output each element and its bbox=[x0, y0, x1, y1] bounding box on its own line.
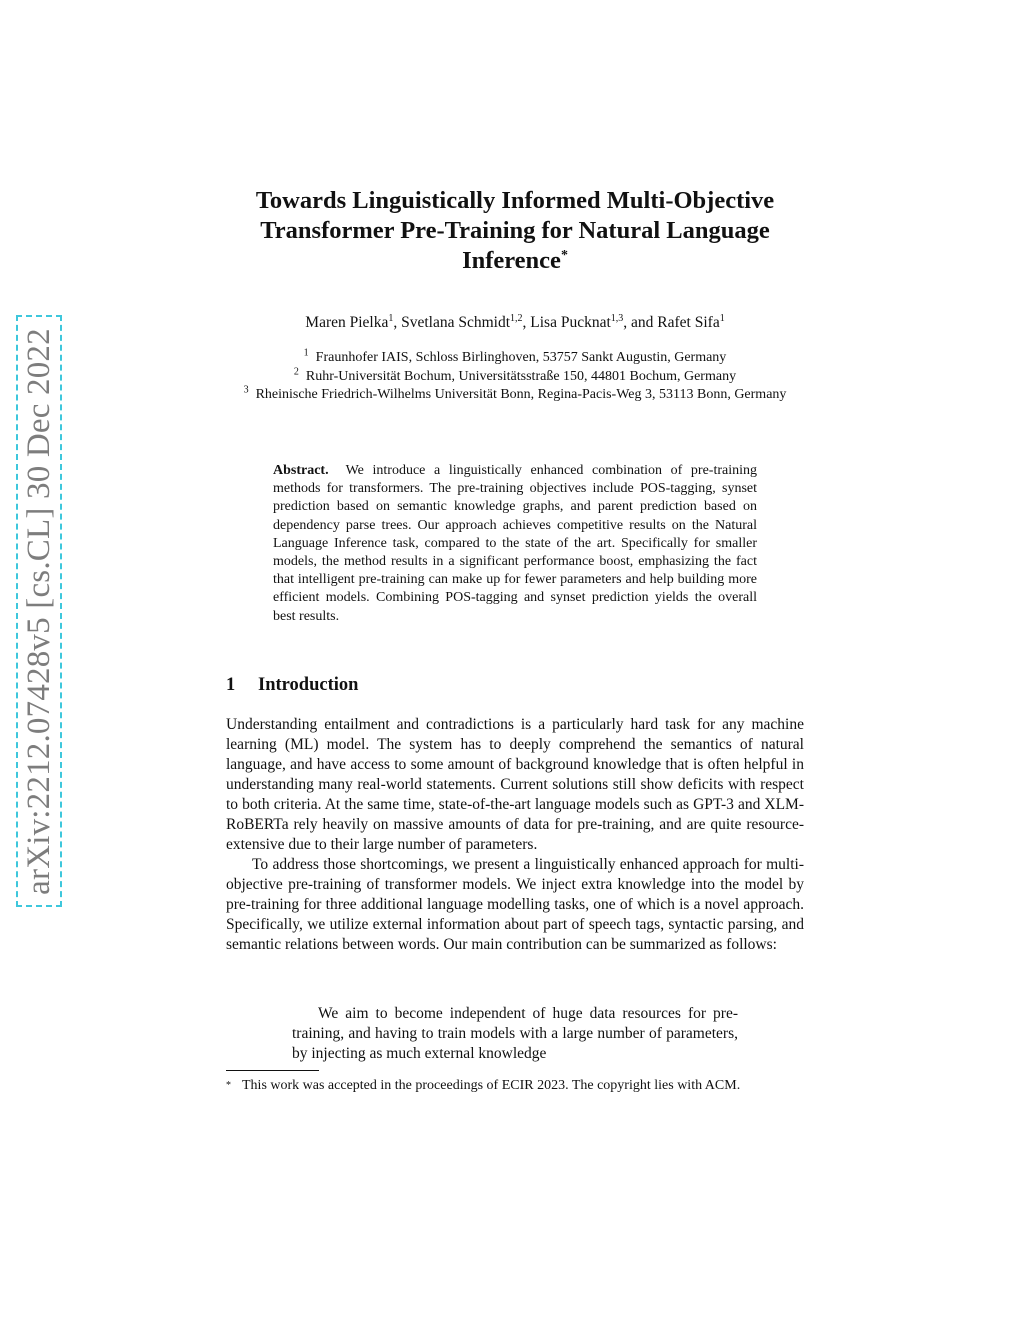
affiliation-item bbox=[222, 386, 808, 405]
footnote-divider bbox=[226, 1070, 319, 1071]
author-name: Rafet Sifa bbox=[657, 314, 720, 331]
paper-title bbox=[222, 186, 808, 276]
section-number: 1 bbox=[226, 675, 236, 695]
footnote-text: This work was accepted in the proceedings of ECIR 2023. The copyright lies with ACM. bbox=[242, 1078, 741, 1093]
author-separator: , bbox=[522, 314, 531, 331]
title-footnote-mark: * bbox=[560, 247, 568, 263]
affiliation-item bbox=[222, 365, 808, 387]
arxiv-identifier-stamp[interactable] bbox=[16, 315, 62, 907]
footnote bbox=[226, 1077, 804, 1095]
author-name: Lisa Pucknat bbox=[530, 314, 611, 331]
affiliation-item bbox=[222, 349, 808, 368]
author-list bbox=[222, 313, 808, 333]
abstract-label: Abstract. bbox=[273, 463, 329, 478]
author-affiliation-mark: 1 bbox=[719, 312, 725, 324]
section-heading bbox=[226, 675, 358, 696]
affiliation-text: Fraunhofer IAIS, Schloss Birlinghoven, 53757 Sankt Augustin, Germany bbox=[315, 350, 727, 365]
paragraph: To address those shortcomings, we present a linguistically enhanced approach for multi-objective pre-training of transformer models. We inject extra knowledge into the model by pre-training for three additional language modelling tasks, one of which is a novel approach. Specifically, we utilize external information about part of speech tags, syntactic parsing, and semantic relations between words. Our main contribution can be summarized as follows: bbox=[226, 856, 804, 953]
author-name: Maren Pielka bbox=[305, 314, 389, 331]
affiliation-text: Rheinische Friedrich-Wilhelms Universität Bonn, Regina-Pacis-Weg 3, 53113 Bonn, Germany bbox=[255, 387, 787, 402]
author-separator: , bbox=[393, 314, 402, 331]
author-affiliation-mark: 1,3 bbox=[610, 312, 624, 324]
author-separator: , and bbox=[623, 314, 658, 331]
abstract-text: We introduce a linguistically enhanced combination of pre-training methods for transformers. The pre-training objectives include POS-tagging, synset prediction based on semantic knowledge graphs, and parent prediction based on dependency parse trees. Our approach achieves competitive results on the Natural Language Inference task, compared to the state of the art. Specifically for smaller models, the method results in a significant performance boost, emphasizing the fact that intelligent pre-training can make up for fewer parameters and help building more efficient models. Combining POS-tagging and synset prediction yields the overall best results. bbox=[273, 463, 757, 624]
body-text bbox=[226, 715, 804, 955]
affiliation-list bbox=[222, 349, 808, 405]
abstract bbox=[273, 462, 757, 626]
section-title: Introduction bbox=[258, 675, 359, 695]
author-affiliation-mark: 1 bbox=[388, 312, 394, 324]
footnote-mark: * bbox=[226, 1080, 231, 1091]
affiliation-number: 2 bbox=[293, 365, 299, 377]
author-affiliation-mark: 1,2 bbox=[510, 312, 523, 324]
arxiv-id-text: arXiv:2212.07428v5 [cs.CL] 30 Dec 2022 bbox=[20, 327, 57, 895]
paragraph: Understanding entailment and contradictions is a particularly hard task for any machine learning (ML) model. The system has to deeply comprehend the semantics of natural language, and have access to some amount of background knowledge that is often helpful in understanding many real-world statements. Current solutions still show deficits with respect to both criteria. At the same time, state-of-the-art language models such as GPT-3 and XLM-RoBERTa rely heavily on massive amounts of data for pre-training, and are quite resource-extensive due to their large number of parameters. bbox=[226, 716, 804, 853]
title-text: Towards Linguistically Informed Multi-Objective Transformer Pre-Training for Natural Language Inference bbox=[255, 187, 775, 274]
contribution-quote bbox=[292, 1004, 738, 1064]
affiliation-text: Ruhr-Universität Bochum, Universitätsstraße 150, 44801 Bochum, Germany bbox=[305, 368, 737, 384]
author-name: Svetlana Schmidt bbox=[401, 314, 511, 331]
quote-text: We aim to become independent of huge data resources for pre-training, and having to train models with a large number of parameters, by injecting as much external knowledge bbox=[292, 1005, 738, 1062]
affiliation-number: 1 bbox=[303, 347, 309, 359]
affiliation-number: 3 bbox=[243, 384, 249, 396]
